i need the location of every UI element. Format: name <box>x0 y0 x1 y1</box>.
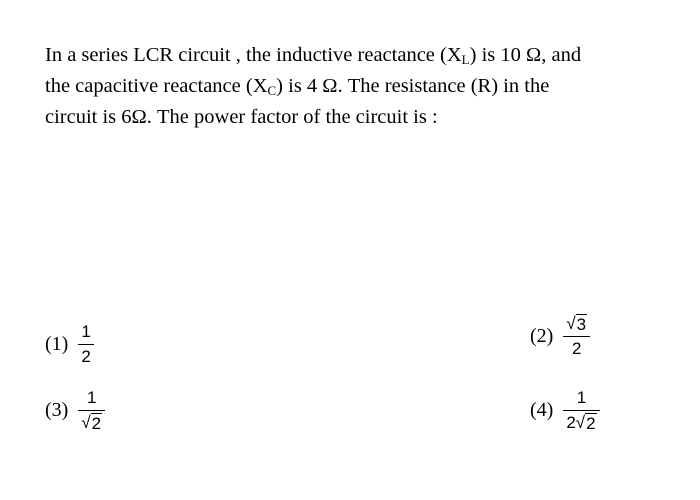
option-1-numerator: 1 <box>81 322 91 341</box>
option-1-denominator: 2 <box>81 347 91 366</box>
option-2-fraction <box>563 314 590 359</box>
option-3-fraction <box>78 388 105 433</box>
subscript-c: C <box>267 83 277 98</box>
sqrt-sign: √ 2 <box>575 413 596 433</box>
option-4-coefficient: 2 <box>566 413 576 432</box>
question-text <box>45 42 605 130</box>
option-2-radicand: 3 <box>576 315 587 334</box>
option-4-numerator: 1 <box>576 388 587 407</box>
option-4-radicand: 2 <box>586 414 596 433</box>
option-2-denominator: 2 <box>572 339 582 358</box>
option-3-numerator: 1 <box>87 388 97 407</box>
option-2-numerator <box>563 314 590 336</box>
subscript-l: L <box>461 52 470 67</box>
question-line-2: the capacitive reactance $(X_C)$ is 4 Ω. The resistance (R) in the <box>45 75 550 98</box>
option-1-fraction <box>78 322 93 367</box>
sqrt-sign: √ 3 <box>566 314 587 334</box>
option-4-fraction <box>563 388 599 433</box>
option-3[interactable] <box>45 388 105 433</box>
option-1[interactable] <box>45 322 94 367</box>
option-4[interactable] <box>530 388 600 433</box>
sqrt-sign: √ 2 <box>81 413 102 433</box>
option-4-denominator <box>563 411 599 433</box>
option-4-label: (4) <box>530 399 554 421</box>
option-3-label: (3) <box>45 399 69 421</box>
option-3-radicand: 2 <box>91 414 102 433</box>
option-3-denominator <box>78 411 105 433</box>
question-line-1: In a series LCR circuit , the inductive reactance $(X_L)$ is 10 Ω, and <box>45 44 582 67</box>
option-1-label: (1) <box>45 333 69 355</box>
option-2[interactable] <box>530 314 590 359</box>
option-2-label: (2) <box>530 325 554 347</box>
question-line-3: circuit is 6Ω. The power factor of the circuit is : <box>45 106 438 128</box>
